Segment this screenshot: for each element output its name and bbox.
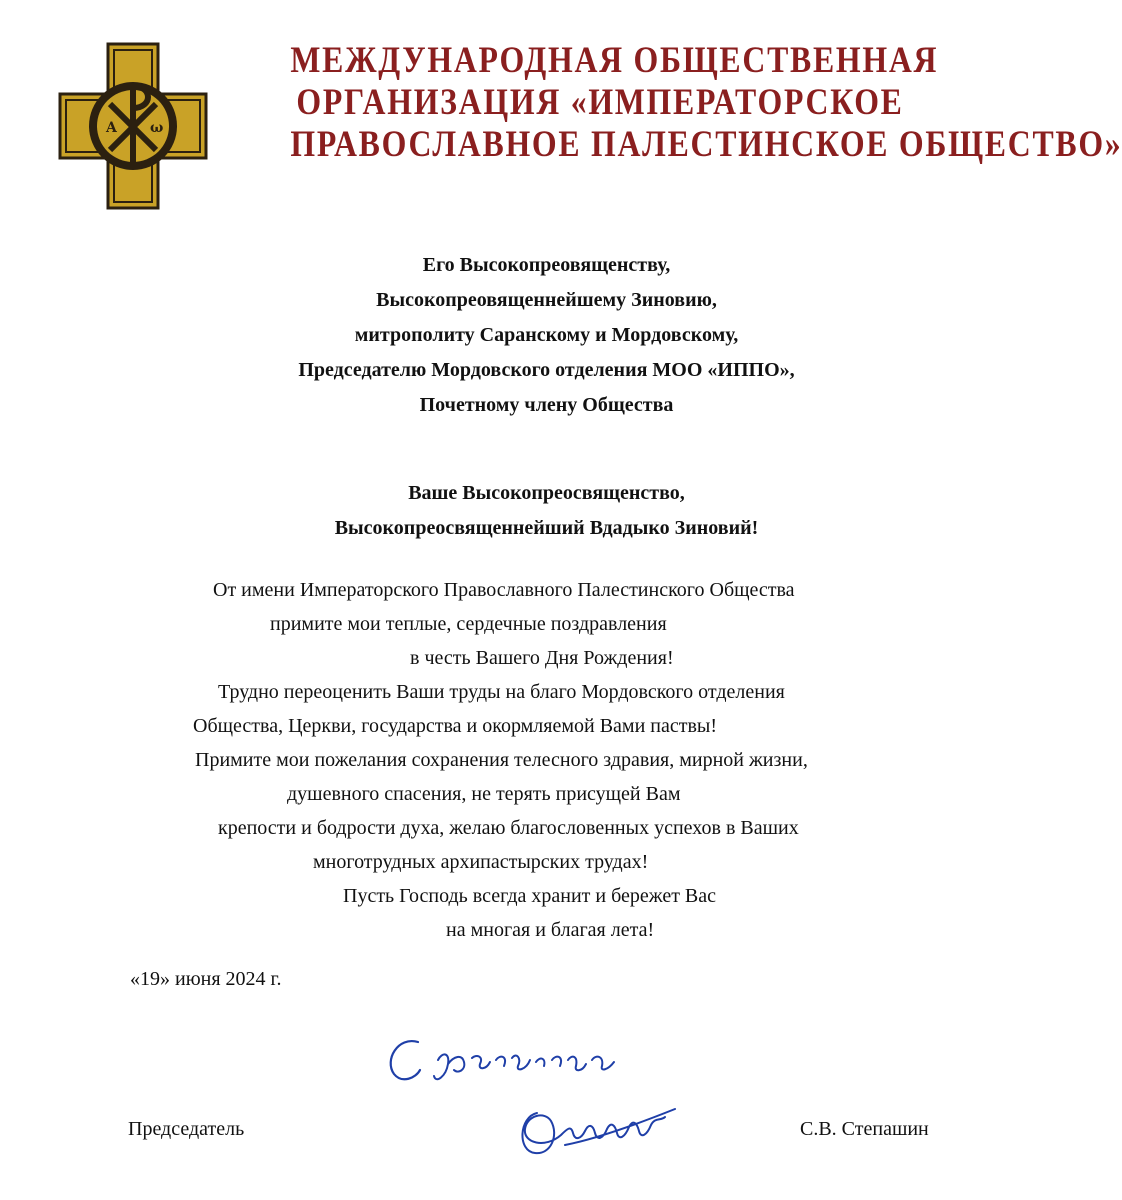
body-line: в честь Вашего Дня Рождения!	[410, 647, 674, 669]
signer-name: С.В. Степашин	[800, 1118, 929, 1140]
organization-name	[240, 40, 1122, 166]
letter-date: «19» июня 2024 г.	[130, 968, 282, 990]
body-line: примите мои теплые, сердечные поздравления	[270, 613, 667, 635]
salutation-block	[0, 476, 1093, 546]
addressee-line: митрополиту Саранскому и Мордовскому,	[354, 324, 739, 346]
svg-text:ω: ω	[150, 120, 164, 136]
addressee-line: Председателю Мордовского отделения МОО «ИППО»,	[298, 359, 795, 381]
letterhead	[0, 0, 1122, 230]
body-line: От имени Императорского Православного Палестинского Общества	[213, 579, 795, 601]
body-line: многотрудных архипастырских трудах!	[313, 851, 649, 873]
body-line: крепости и бодрости духа, желаю благословенных успехов в Ваших	[218, 817, 799, 839]
organization-name-line: ОРГАНИЗАЦИЯ «ИМПЕРАТОРСКОЕ	[296, 82, 904, 123]
body-line: Пусть Господь всегда хранит и бережет Вас	[343, 885, 717, 907]
body-line: Трудно переоценить Ваши труды на благо Мордовского отделения	[218, 681, 785, 703]
organization-name-line: МЕЖДУНАРОДНАЯ ОБЩЕСТВЕННАЯ	[290, 40, 939, 81]
signature	[515, 1095, 685, 1165]
addressee-block	[0, 248, 1093, 423]
body-line: душевного спасения, не терять присущей Вам	[287, 783, 681, 805]
body-line: Общества, Церкви, государства и окормляемой Вами паствы!	[193, 715, 718, 737]
body-line: Примите мои пожелания сохранения телесного здравия, мирной жизни,	[195, 749, 808, 771]
handwritten-closing	[380, 1030, 640, 1090]
body-line: на многая и благая лета!	[446, 919, 655, 941]
society-emblem-icon	[58, 42, 208, 210]
addressee-line: Почетному члену Общества	[419, 394, 674, 416]
salutation-line: Высокопреосвященнейший Вдадыко Зиновий!	[334, 517, 759, 539]
organization-name-line: ПРАВОСЛАВНОЕ ПАЛЕСТИНСКОЕ ОБЩЕСТВО»	[290, 124, 1122, 165]
addressee-line: Его Высокопреовященству,	[422, 254, 671, 276]
svg-text:A: A	[106, 120, 117, 136]
signer-title: Председатель	[128, 1118, 245, 1140]
salutation-line: Ваше Высокопреосвященство,	[408, 482, 685, 504]
addressee-line: Высокопреовященнейшему Зиновию,	[376, 289, 717, 311]
